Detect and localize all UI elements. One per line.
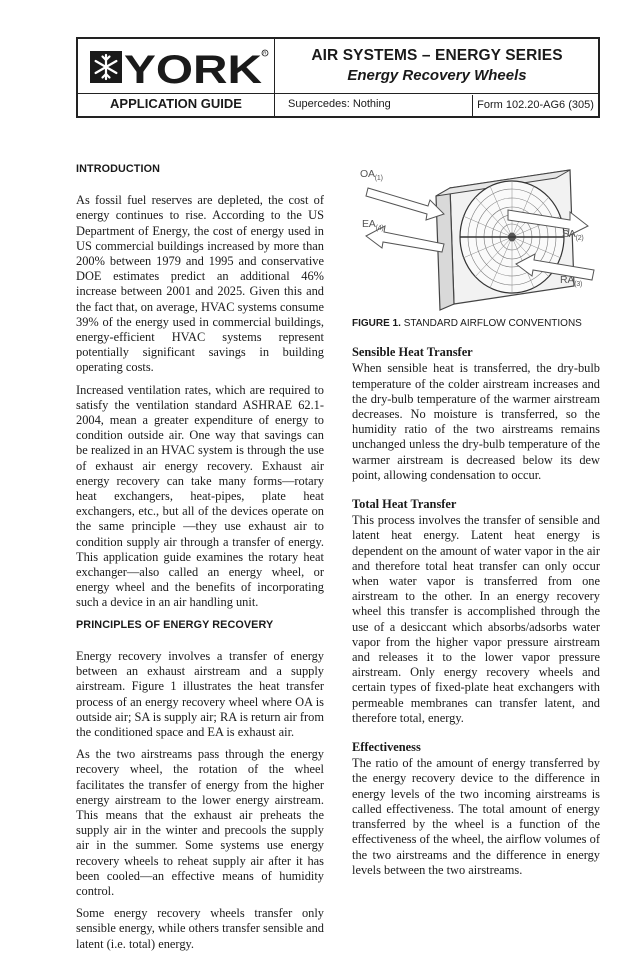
header-title: AIR SYSTEMS – ENERGY SERIES [311,47,563,64]
intro-paragraph-1: As fossil fuel reserves are depleted, the cost of energy continues to rise. According to the US Department of Energy, the cost of energy used in US commercial buildings increased by more than 200% between 1979 and 1995 and conservative DOE estimates predict an additional 46% increase between 2001 and 2025. Given this and the fact that, on average, HVAC systems consume 39% of the energy used in commercial buildings, energy-efficient HVAC systems represent potentially significant savings in building operating costs. [76,193,324,375]
oa-label: $OA_{(1)}$ [360,168,383,183]
intro-paragraph-2: Increased ventilation rates, which are required to satisfy the ventilation standard ASHRAE 62.1-2004, mean a greater expenditure of energy to condition outside air. One way that savings can be realized in an HVAC system is through the use of exhaust air energy recovery. Exhaust air energy recovery can take many forms—rotary heat exchangers, heat-pipes, plate heat exchangers, etc., but all of the devices operate on the same principle —they use exhaust air to condition supply air through a transfer of energy. This application guide examines the rotary heat exchanger—also called an energy wheel, or energy wheel and the benefits of incorporating such a device in an air handling unit. [76,382,324,610]
svg-text:YORK: YORK [124,48,263,92]
ra-label: $RA_{(3)}$ [560,274,583,289]
energy-wheel-figure [358,160,598,310]
application-guide-label: APPLICATION GUIDE [110,96,242,111]
sensible-paragraph: When sensible heat is transferred, the dry-bulb temperature of the colder airstream increases and the dry-bulb temperature of the warmer airstream decreases. No moisture is transferred, so the humidity ratio of the two airstreams remains unchanged unless the dry-bulb temperature of the warmer airstream is decreased below its dew point, allowing condensation to occur. [352,361,600,482]
document-header [76,37,600,118]
total-heading: Total Heat Transfer [352,497,457,512]
total-paragraph: This process involves the transfer of sensible and latent heat energy. Latent heat energy is dependent on the amount of water vapor in the air and therefore total heat transfer can only occur when water vapor is transferred from one airstream to the other. In an energy recovery wheel this transfer is accomplished through the use of a desiccant which absorbs/adsorbs water vapor from the higher vapor pressure airstream and releases it to the lower vapor pressure airstream. Only energy recovery wheels and certain types of fixed-plate heat exchangers with permeable membranes can transfer latent, and therefore total, energy. [352,513,600,725]
effectiveness-heading: Effectiveness [352,740,421,755]
svg-text:R: R [263,50,267,56]
form-number: Form 102.20-AG6 (305) [472,95,598,116]
left-column [76,162,324,959]
supersedes-label: Supercedes: Nothing [288,98,391,110]
figure-caption [352,316,600,331]
oa-arrow [366,188,444,220]
principles-paragraph-3: Some energy recovery wheels transfer only sensible energy, while others transfer sensible and latent (i.e. total) energy. [76,906,324,951]
york-logo [88,45,270,92]
sensible-heading: Sensible Heat Transfer [352,345,473,360]
figure-caption-text: STANDARD AIRFLOW CONVENTIONS [403,318,582,329]
ea-label: $EA_{(4)}$ [362,218,384,233]
figure-caption-label: FIGURE 1. [352,318,401,329]
principles-heading: PRINCIPLES OF ENERGY RECOVERY [76,618,274,631]
right-column [352,316,600,885]
snowflake-icon [90,51,122,83]
introduction-heading: INTRODUCTION [76,163,160,175]
header-subtitle: Energy Recovery Wheels [347,67,527,84]
principles-paragraph-2: As the two airstreams pass through the energy recovery wheel, the rotation of the wheel facilitates the transfer of energy from the higher energy airstream to the lower energy airstream. This means that the exhaust air preheats the supply air in the winter and precools the supply air in the summer. Some systems use energy recovery wheels to reheat supply air after it has been cooled—an effective means of humidity control. [76,747,324,898]
header-divider [274,39,275,116]
effectiveness-paragraph: The ratio of the amount of energy transferred by the energy recovery device to the difference in energy levels of the two incoming airstreams is called effectiveness. The total amount of energy transferred by the wheel is a function of the effectiveness of the wheel, the airflow volumes of the two airstreams and the difference in energy levels between the two airstreams. [352,756,600,877]
sa-label: $SA_{(2)}$ [562,228,584,243]
principles-paragraph-1: Energy recovery involves a transfer of energy between an exhaust airstream and a supply airstream. Figure 1 illustrates the heat transfer process of an energy recovery wheel where OA is outside air; SA is supply air; RA is return air from the conditioned space and EA is exhaust air. [76,648,324,739]
rotor-wheel [460,181,564,293]
